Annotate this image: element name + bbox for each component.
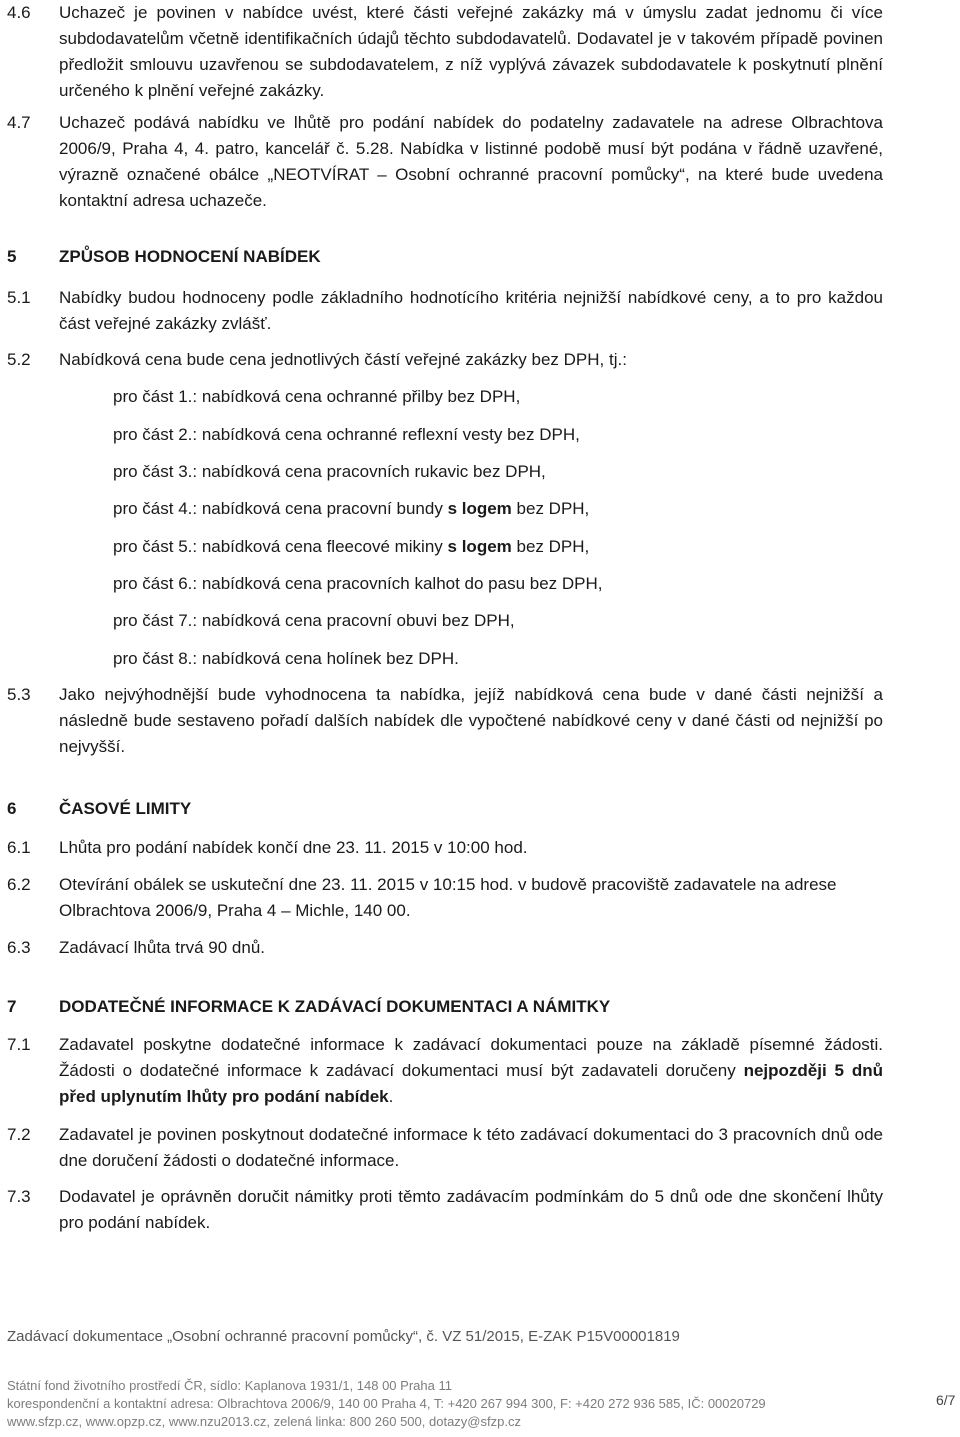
paragraph-5-1: 5.1 Nabídky budou hodnoceny podle základního hodnotícího kritéria nejnižší nabídkové ceny, a to pro každou část veřejné zakázky zvlášť.: [7, 288, 883, 333]
paragraph-number: 4.6: [7, 3, 31, 22]
paragraph-5-3: 5.3 Jako nejvýhodnější bude vyhodnocena ta nabídka, jejíž nabídková cena bude v dané části nejnižší a následně bude sestaveno pořadí dalších nabídek dle vypočtené nabídkové ceny v dané části od nejnižší po nejvyšší.: [7, 685, 883, 756]
list-item: pro část 5.: nabídková cena fleecové mikiny s logem bez DPH,: [113, 537, 590, 556]
section-heading-6: 6 ČASOVÉ LIMITY: [7, 799, 192, 818]
paragraph-4-7: [7, 110, 883, 214]
paragraph-6-2: 6.2 Otevírání obálek se uskuteční dne 23. 11. 2015 v 10:15 hod. v budově pracoviště zadavatele na adrese Olbrachtova 2006/9, Praha 4 – Michle, 140 00.: [7, 875, 837, 920]
section-heading-5: 5 ZPŮSOB HODNOCENÍ NABÍDEK: [7, 247, 321, 266]
paragraph-6-1: 6.1 Lhůta pro podání nabídek končí dne 23. 11. 2015 v 10:00 hod.: [7, 838, 528, 857]
list-item: pro část 4.: nabídková cena pracovní bundy s logem bez DPH,: [113, 499, 590, 518]
footer-contact: korespondenční a kontaktní adresa: Olbrachtova 2006/9, 140 00 Praha 4, T: +420 267 994 300, F: +420 272 936 585, IČ: 00020729: [7, 1396, 766, 1411]
paragraph-text: Uchazeč je povinen v nabídce uvést, které části veřejné zakázky má v úmyslu zadat jednomu či více subdodavatelům včetně identifikačních údajů těchto subdodavatelů. Dodavatel je v takovém případě povinen předložit smlouvu uzavřenou se subdodavatelem, z níž vyplývá závazek subdodavatele k poskytnutí plnění určeného k plnění veřejné zakázky.: [59, 3, 883, 100]
page-number: 6/7: [936, 1392, 956, 1408]
paragraph-number: 4.7: [7, 113, 31, 132]
paragraph-5-2: 5.2 Nabídková cena bude cena jednotlivých částí veřejné zakázky bez DPH, tj.:: [7, 350, 627, 369]
section-heading-7: 7 DODATEČNÉ INFORMACE K ZADÁVACÍ DOKUMENTACI A NÁMITKY: [7, 997, 611, 1016]
paragraph-6-3: 6.3 Zadávací lhůta trvá 90 dnů.: [7, 938, 266, 957]
list-item: pro část 1.: nabídková cena ochranné přilby bez DPH,: [113, 387, 521, 406]
paragraph-text: Uchazeč podává nabídku ve lhůtě pro podání nabídek do podatelny zadavatele na adrese Olbrachtova 2006/9, Praha 4, 4. patro, kancelář č. 5.28. Nabídka v listinné podobě musí být podána v řádně uzavřené, výrazně označené obálce „NEOTVÍRAT – Osobní ochranné pracovní pomůcky“, na které bude uvedena kontaktní adresa uchazeče.: [59, 113, 883, 210]
footer-web: www.sfzp.cz, www.opzp.cz, www.nzu2013.cz, zelená linka: 800 260 500, dotazy@sfzp.cz: [7, 1414, 521, 1429]
list-item: pro část 6.: nabídková cena pracovních kalhot do pasu bez DPH,: [113, 574, 603, 593]
footer-address: Státní fond životního prostředí ČR, sídlo: Kaplanova 1931/1, 148 00 Praha 11: [7, 1378, 452, 1393]
paragraph-7-2: 7.2 Zadavatel je povinen poskytnout dodatečné informace k této zadávací dokumentaci do 3 pracovních dnů ode dne doručení žádosti o dodatečné informace.: [7, 1125, 883, 1170]
list-item: pro část 3.: nabídková cena pracovních rukavic bez DPH,: [113, 462, 546, 481]
paragraph-7-1: 7.1 Zadavatel poskytne dodatečné informace k zadávací dokumentaci pouze na základě písemné žádosti. Žádosti o dodatečné informace k zadávací dokumentaci musí být zadavateli doručeny nejpozději 5 dnů před uplynutím lhůty pro podání nabídek.: [7, 1035, 883, 1106]
paragraph-7-3: 7.3 Dodavatel je oprávněn doručit námitky proti těmto zadávacím podmínkám do 5 dnů ode dne skončení lhůty pro podání nabídek.: [7, 1187, 883, 1232]
paragraph-4-6: [7, 0, 883, 104]
list-item: pro část 2.: nabídková cena ochranné reflexní vesty bez DPH,: [113, 425, 580, 444]
list-item: pro část 8.: nabídková cena holínek bez DPH.: [113, 649, 459, 668]
list-item: pro část 7.: nabídková cena pracovní obuvi bez DPH,: [113, 611, 515, 630]
document-footer: Zadávací dokumentace „Osobní ochranné pracovní pomůcky“, č. VZ 51/2015, E-ZAK P15V00001819: [7, 1328, 680, 1345]
